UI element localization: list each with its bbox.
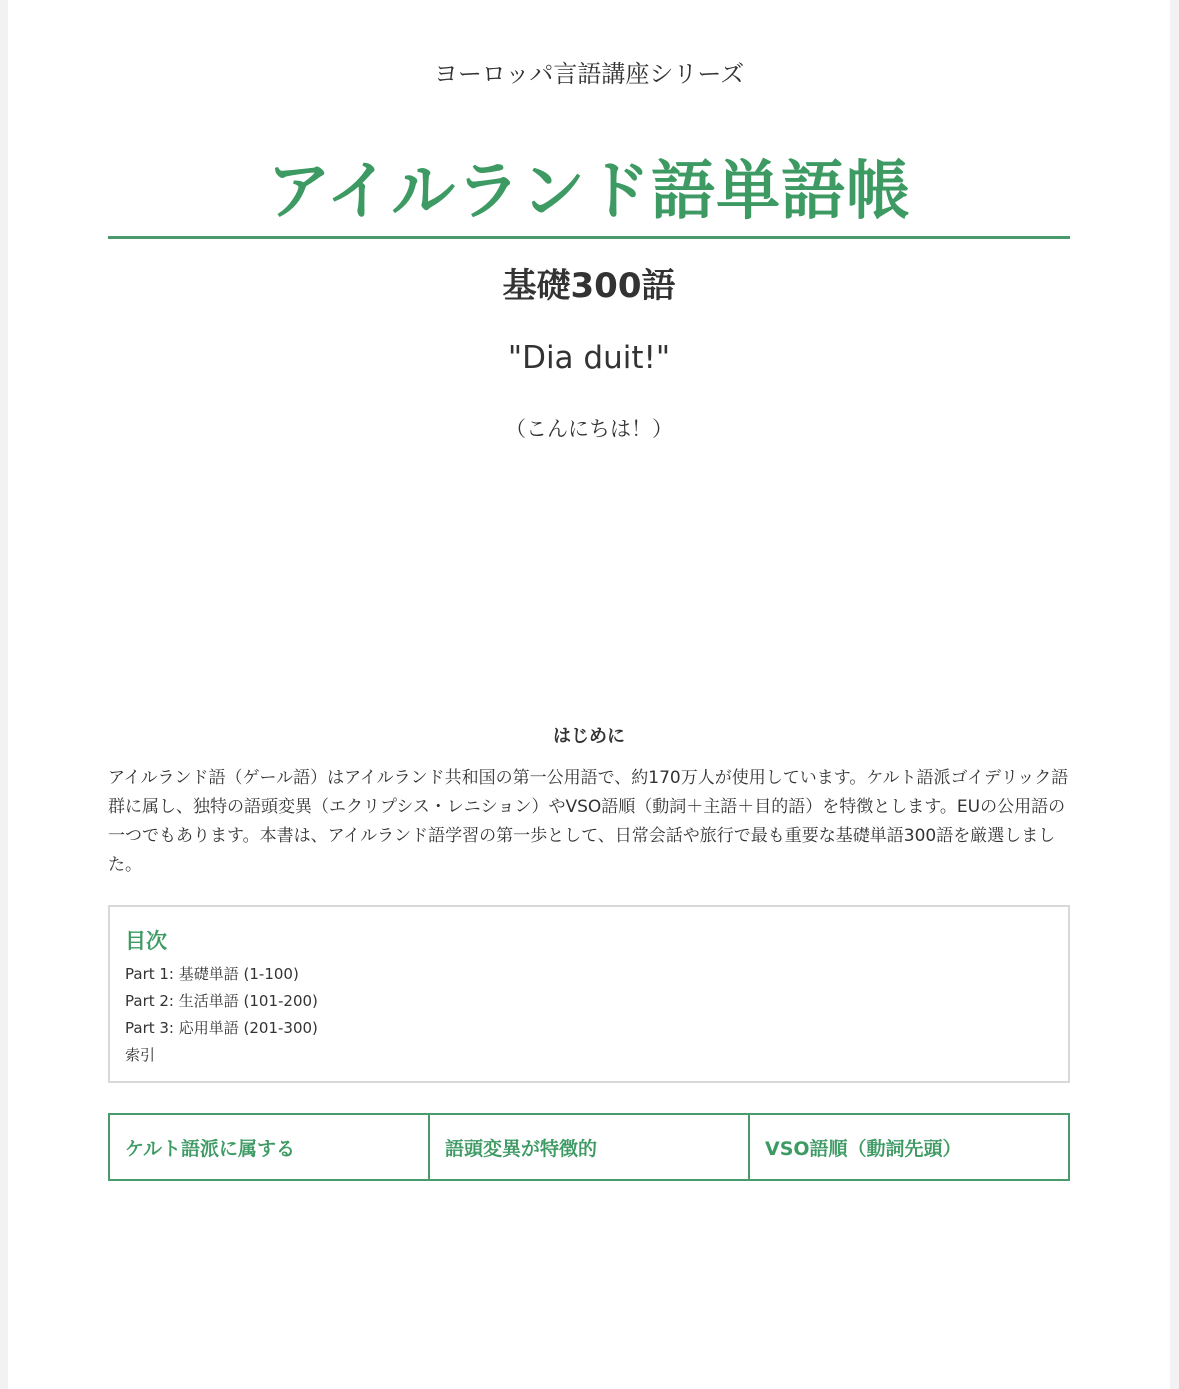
series-label: ヨーロッパ言語講座シリーズ (433, 60, 745, 88)
title-divider (108, 236, 1070, 239)
toc-item-part-2[interactable]: Part 2: 生活単語 (101-200) (125, 992, 318, 1010)
toc-title: 目次 (125, 929, 167, 953)
greeting-phrase: "Dia duit!" (507, 340, 671, 376)
toc-item-part-1[interactable]: Part 1: 基礎単語 (1-100) (125, 965, 299, 983)
toc-item-index[interactable]: 索引 (125, 1046, 156, 1064)
page-title: アイルランド語単語帳 (266, 155, 912, 229)
feature-boxes (108, 1113, 1070, 1181)
feature-mutation: 語頭変異が特徴的 (428, 1113, 750, 1181)
page-subtitle: 基礎300語 (502, 266, 676, 306)
greeting-translation: （こんにちは！） (505, 417, 673, 441)
intro-body: アイルランド語（ゲール語）はアイルランド共和国の第一公用語で、約170万人が使用しています。ケルト語派ゴイデリック語群に属し、独特の語頭変異（エクリプシス・レニション）やVSO語順（動詞＋主語＋目的語）を特徴とします。EUの公用語の一つでもあります。本書は、アイルランド語学習の第一歩として、日常会話や旅行で最も重要な基礎単語300語を厳選しました。 (108, 768, 1069, 875)
page (8, 0, 1170, 1389)
toc-item-part-3[interactable]: Part 3: 応用単語 (201-300) (125, 1019, 318, 1037)
feature-vso: VSO語順（動詞先頭） (748, 1113, 1070, 1181)
intro-heading: はじめに (553, 726, 625, 747)
feature-celtic: ケルト語派に属する (108, 1113, 430, 1181)
table-of-contents (108, 905, 1070, 1083)
